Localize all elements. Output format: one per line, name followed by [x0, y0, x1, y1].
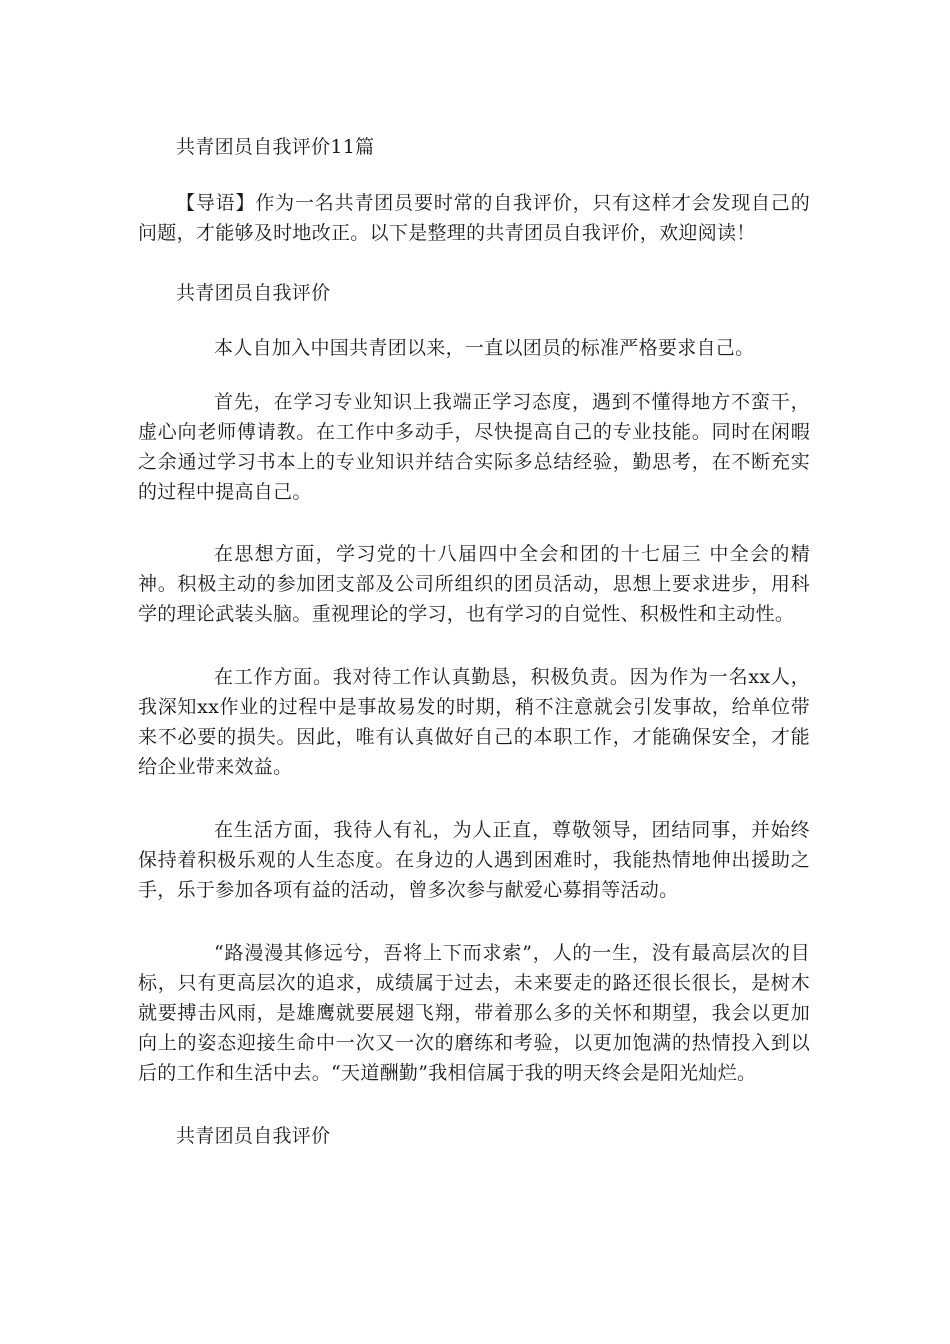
- section-heading: 共青团员自我评价: [176, 1125, 331, 1147]
- body-paragraph: 在生活方面，我待人有礼，为人正直，尊敬领导，团结同事，并始终保持着积极乐观的人生态度。在身边的人遇到困难时，我能热情地伸出援助之手，乐于参加各项有益的活动，曾多次参与献爱心募捐等活动。: [138, 819, 810, 901]
- section-heading: 共青团员自我评价: [176, 282, 331, 304]
- body-paragraph: “路漫漫其修远兮，吾将上下而求索”，人的一生，没有最高层次的目标，只有更高层次的追求，成绩属于过去，未来要走的路还很长很长，是树木就要搏击风雨，是雄鹰就要展翅飞翔，带着那么多的关怀和期望，我会以更加向上的姿态迎接生命中一次又一次的磨练和考验，以更加饱满的热情投入到以后的工作和生活中去。“天道酬勤”我相信属于我的明天终会是阳光灿烂。: [138, 942, 810, 1084]
- body-paragraph: 在工作方面。我对待工作认真勤恳，积极负责。因为作为一名xx人，我深知xx作业的过程中是事故易发的时期，稍不注意就会引发事故，给单位带来不必要的损失。因此，唯有认真做好自己的本职工作，才能确保安全，才能给企业带来效益。: [138, 666, 810, 778]
- body-paragraph: 本人自加入中国共青团以来，一直以团员的标准严格要求自己。: [214, 337, 755, 359]
- document-title: 共青团员自我评价11篇: [176, 136, 375, 158]
- body-paragraph: 首先，在学习专业知识上我端正学习态度，遇到不懂得地方不蛮干，虚心向老师傅请教。在工作中多动手，尽快提高自己的专业技能。同时在闲暇之余通过学习书本上的专业知识并结合实际多总结经验，勤思考，在不断充实的过程中提高自己。: [138, 391, 810, 503]
- body-paragraph: 在思想方面，学习党的十八届四中全会和团的十七届三 中全会的精神。积极主动的参加团支部及公司所组织的团员活动，思想上要求进步，用科学的理论武装头脑。重视理论的学习，也有学习的自觉性、积极性和主动性。: [138, 543, 810, 625]
- intro-paragraph: 【导语】作为一名共青团员要时常的自我评价，只有这样才会发现自己的问题，才能够及时地改正。以下是整理的共青团员自我评价，欢迎阅读！: [138, 192, 810, 244]
